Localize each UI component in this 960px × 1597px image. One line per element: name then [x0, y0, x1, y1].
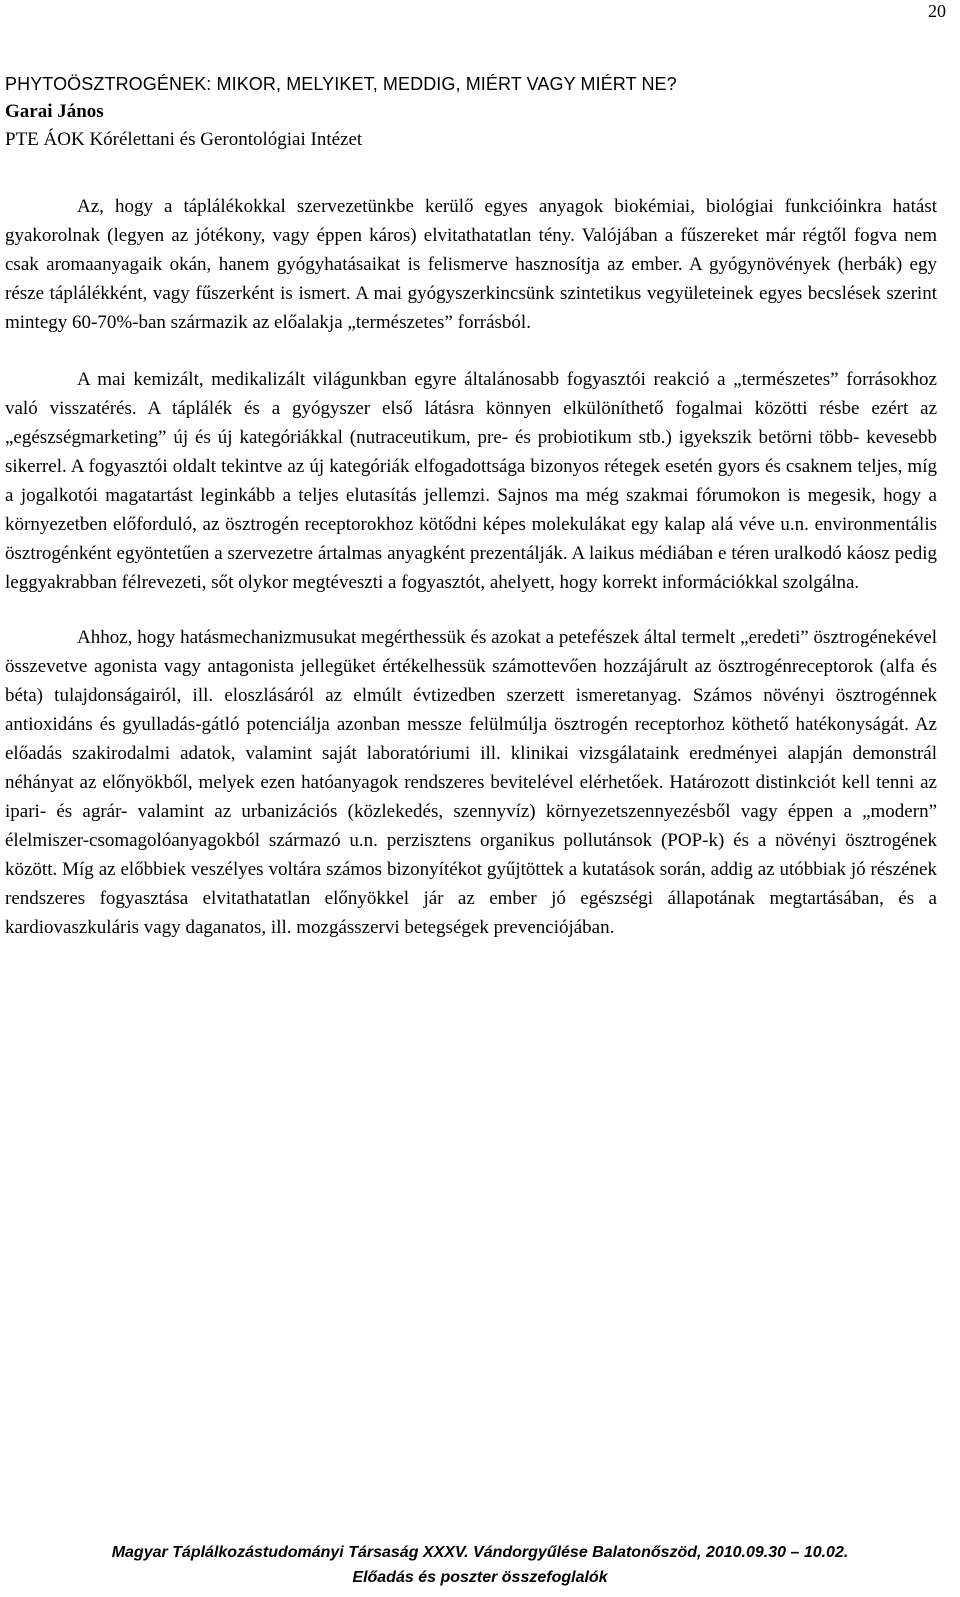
author-affiliation: PTE ÁOK Kórélettani és Gerontológiai Intézet — [5, 129, 363, 150]
page-footer — [0, 1540, 960, 1590]
page-number: 20 — [928, 1, 946, 21]
body-paragraph-2: A mai kemizált, medikalizált világunkban egyre általánosabb fogyasztói reakció a „természetes” forrásokhoz való visszatérés. A táplálék és a gyógyszer első látásra könnyen elkülöníthető fogalmai közötti résbe ezért az „egészségmarketing” új és új kategóriákkal (nutraceutikum, pre- és probiotikum stb.) igyekszik betörni több- kevesebb sikerrel. A fogyasztói oldalt tekintve az új kategóriák elfogadottsága bizonyos rétegek esetén gyors és csaknem teljes, míg a jogalkotói magatartást leginkább a teljes elutasítás jellemzi. Sajnos ma még szakmai fórumokon is megesik, hogy a környezetben előforduló, az ösztrogén receptorokhoz kötődni képes molekulákat egy kalap alá véve u.n. environmentális ösztrogénként egyöntetűen a szervezetre ártalmas anyagként prezentálják. A laikus médiában e téren uralkodó káosz pedig leggyakrabban félrevezeti, sőt olykor megtéveszti a fogyasztót, ahelyett, hogy korrekt információkkal szolgálna. — [5, 369, 937, 593]
body-paragraph-1: Az, hogy a táplálékokkal szervezetünkbe kerülő egyes anyagok biokémiai, biológiai funkcióinkra hatást gyakorolnak (legyen az jótékony, vagy éppen káros) elvitathatatlan tény. Valójában a fűszereket már régtől fogva nem csak aromaanyagaik okán, hanem gyógyhatásaikat is felismerve hasznosítja az ember. A gyógynövények (herbák) egy része táplálékként, vagy fűszerként is ismert. A mai gyógyszerkincsünk szintetikus vegyületeinek egyes becslések szerint mintegy 60-70%-ban származik az előalakja „természetes” forrásból. — [5, 196, 937, 333]
footer-conference-line: Magyar Táplálkozástudományi Társaság XXXV. Vándorgyűlése Balatonőszöd, 2010.09.30 – 10.02. — [111, 1544, 849, 1561]
footer-subtitle-line: Előadás és poszter összefoglalók — [352, 1569, 608, 1586]
abstract-title: PHYTOÖSZTROGÉNEK: MIKOR, MELYIKET, MEDDIG, MIÉRT VAGY MIÉRT NE? — [5, 74, 677, 94]
author-name: Garai János — [5, 101, 104, 122]
abstract-content — [5, 70, 937, 942]
body-paragraph-3: Ahhoz, hogy hatásmechanizmusukat megérthessük és azokat a petefészek által termelt „eredeti” ösztrogénekével összevetve agonista vagy antagonista jellegüket értékelhessük számottevően hozzájárult az ösztrogénreceptorok (alfa és béta) tulajdonságairól, ill. eloszlásáról az elmúlt évtizedben szerzett ismeretanyag. Számos növényi ösztrogénnek antioxidáns és gyulladás-gátló potenciálja azonban messze felülmúlja ösztrogén receptorhoz köthető hatékonyságát. Az előadás szakirodalmi adatok, valamint saját laboratóriumi ill. klinikai vizsgálataink eredményei alapján demonstrál néhányat az előnyökből, melyek ezen hatóanyagok rendszeres bevitelével elérhetőek. Határozott distinkciót kell tenni az ipari- és agrár- valamint az urbanizációs (közlekedés, szennyvíz) környezetszennyezésből vagy éppen a „modern” élelmiszer-csomagolóanyagokból származó u.n. perzisztens organikus pollutánsok (POP-k) és a növényi ösztrogének között. Míg az előbbiek veszélyes voltára számos bizonyítékot gyűjtöttek a kutatások során, addig az utóbbiak jó részének rendszeres fogyasztása elvitathatatlan előnyökkel jár az ember jó egészségi állapotának megtartásában, és a kardiovaszkuláris vagy daganatos, ill. mozgásszervi betegségek prevenciójában. — [5, 627, 937, 938]
